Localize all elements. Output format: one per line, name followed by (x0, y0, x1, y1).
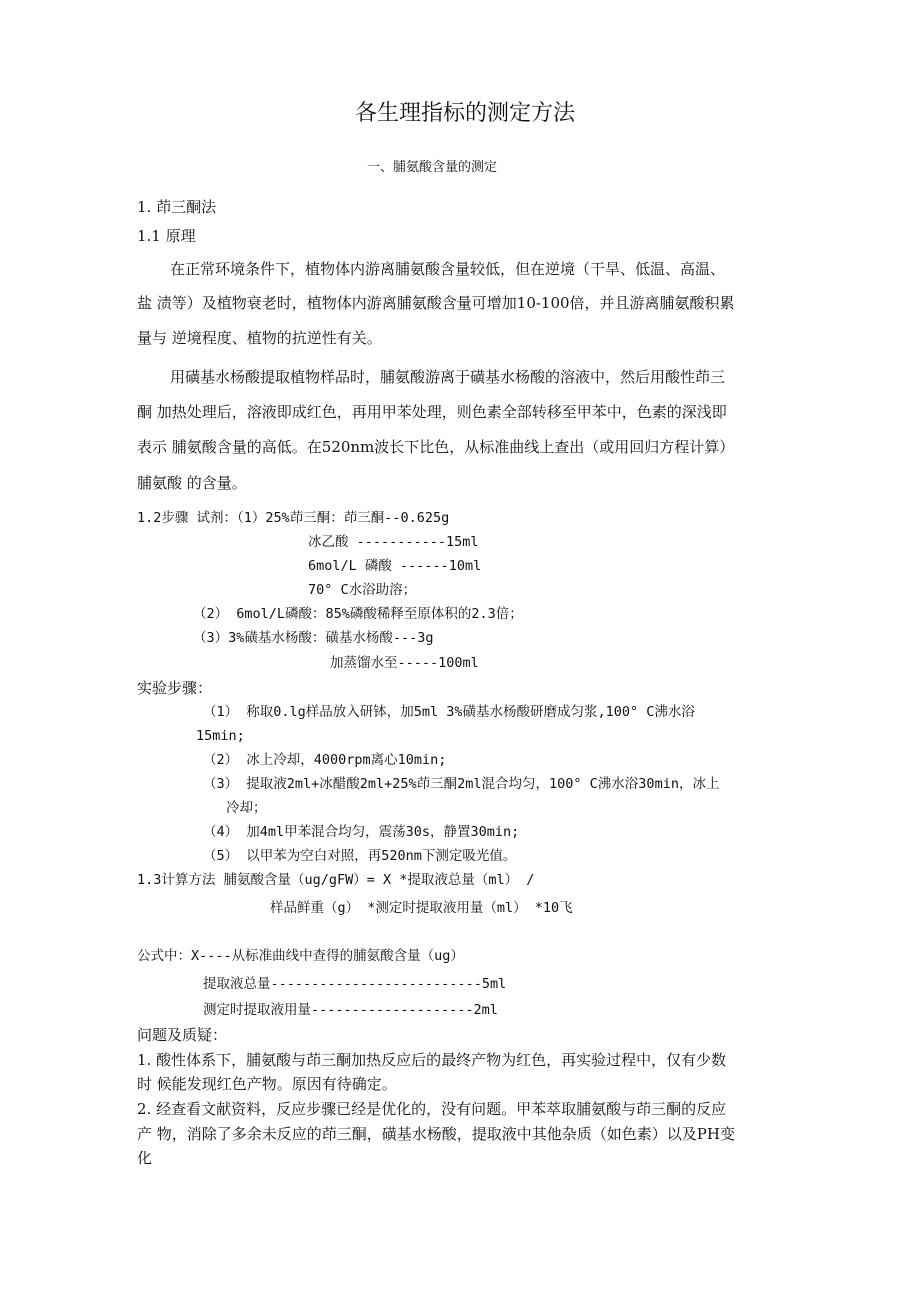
step-line: 15min; (196, 728, 245, 744)
page-title: 各生理指标的测定方法 (354, 101, 575, 126)
questions-heading: 问题及质疑： (137, 1026, 228, 1044)
question-line: 1. 酸性体系下，脯氨酸与茚三酮加热反应后的最终产物为红色，再实验过程中，仅有少数 (137, 1051, 727, 1069)
reagent-line: 70° C水浴助溶； (308, 582, 417, 598)
formula-line: 公式中：X----从标准曲线中查得的脯氨酸含量（ug） (137, 948, 464, 964)
reagent-line: 加蒸馏水至-----100ml (330, 655, 479, 671)
paragraph-line: 脯氨酸 的含量。 (137, 474, 247, 492)
step-line: 冷却； (226, 800, 267, 816)
reagent-line: 6mol/L 磷酸 ------10ml (308, 558, 482, 574)
reagent-line: 1.2步骤 试剂：（1）25%茚三酮：茚三酮--0.625g (137, 510, 450, 526)
reagent-line: （2） 6mol/L磷酸：85%磷酸稀释至原体积的2.3倍； (193, 606, 523, 622)
question-line: 时 候能发现红色产物。原因有待确定。 (137, 1075, 397, 1093)
reagent-line: （3）3%磺基水杨酸：磺基水杨酸---3g (193, 630, 434, 646)
step-line: （1） 称取0.lg样品放入研钵，加5ml 3%磺基水杨酸研磨成匀浆,100° C沸水浴 (203, 704, 695, 720)
steps-heading: 实验步骤： (137, 679, 213, 697)
paragraph-line: 盐 渍等）及植物衰老时，植物体内游离脯氨酸含量可增加10-100倍，并且游离脯氨酸积累 (137, 294, 735, 312)
step-line: （2） 冰上冷却，4000rpm离心10min; (203, 752, 447, 768)
question-line: 2. 经查看文献资料，反应步骤已经是优化的，没有问题。甲苯萃取脯氨酸与茚三酮的反应 (137, 1100, 727, 1118)
paragraph-line: 量与 逆境程度、植物的抗逆性有关。 (137, 329, 382, 347)
calc-line: 1.3计算方法 脯氨酸含量（ug/gFW）= X *提取液总量（ml） / (137, 872, 535, 888)
step-line: （4） 加4ml甲苯混合均匀，震荡30s，静置30min; (203, 824, 520, 840)
question-line: 产 物，消除了多余未反应的茚三酮，磺基水杨酸，提取液中其他杂质（如色素）以及PH变 (137, 1125, 735, 1143)
formula-line: 提取液总量--------------------------5ml (203, 976, 507, 992)
step-line: （3） 提取液2ml+冰醋酸2ml+25%茚三酮2ml混合均匀，100° C沸水浴30min，冰上 (203, 776, 720, 792)
section-subtitle: 一、脯氨酸含量的测定 (367, 160, 498, 175)
paragraph-line: 用磺基水杨酸提取植物样品时，脯氨酸游离于磺基水杨酸的溶液中，然后用酸性茚三 (170, 368, 726, 386)
step-line: （5） 以甲苯为空白对照，再520nm下测定吸光值。 (203, 848, 517, 864)
paragraph-line: 酮 加热处理后，溶液即成红色，再用甲苯处理，则色素全部转移至甲苯中，色素的深浅即 (137, 403, 727, 421)
formula-line: 测定时提取液用量--------------------2ml (203, 1002, 498, 1018)
paragraph-line: 在正常环境条件下，植物体内游离脯氨酸含量较低，但在逆境（干旱、低温、高温、 (170, 260, 726, 278)
section-heading: 1. 茚三酮法 (137, 198, 217, 216)
paragraph-line: 表示 脯氨酸含量的高低。在520nm波长下比色，从标准曲线上查出（或用回归方程计算） (137, 438, 735, 456)
reagent-line: 冰乙酸 -----------15ml (308, 534, 479, 550)
question-line: 化 (137, 1149, 153, 1167)
calc-line: 样品鲜重（g） *测定时提取液用量（ml） *10飞 (270, 900, 573, 916)
subsection-heading: 1.1 原理 (137, 227, 196, 245)
